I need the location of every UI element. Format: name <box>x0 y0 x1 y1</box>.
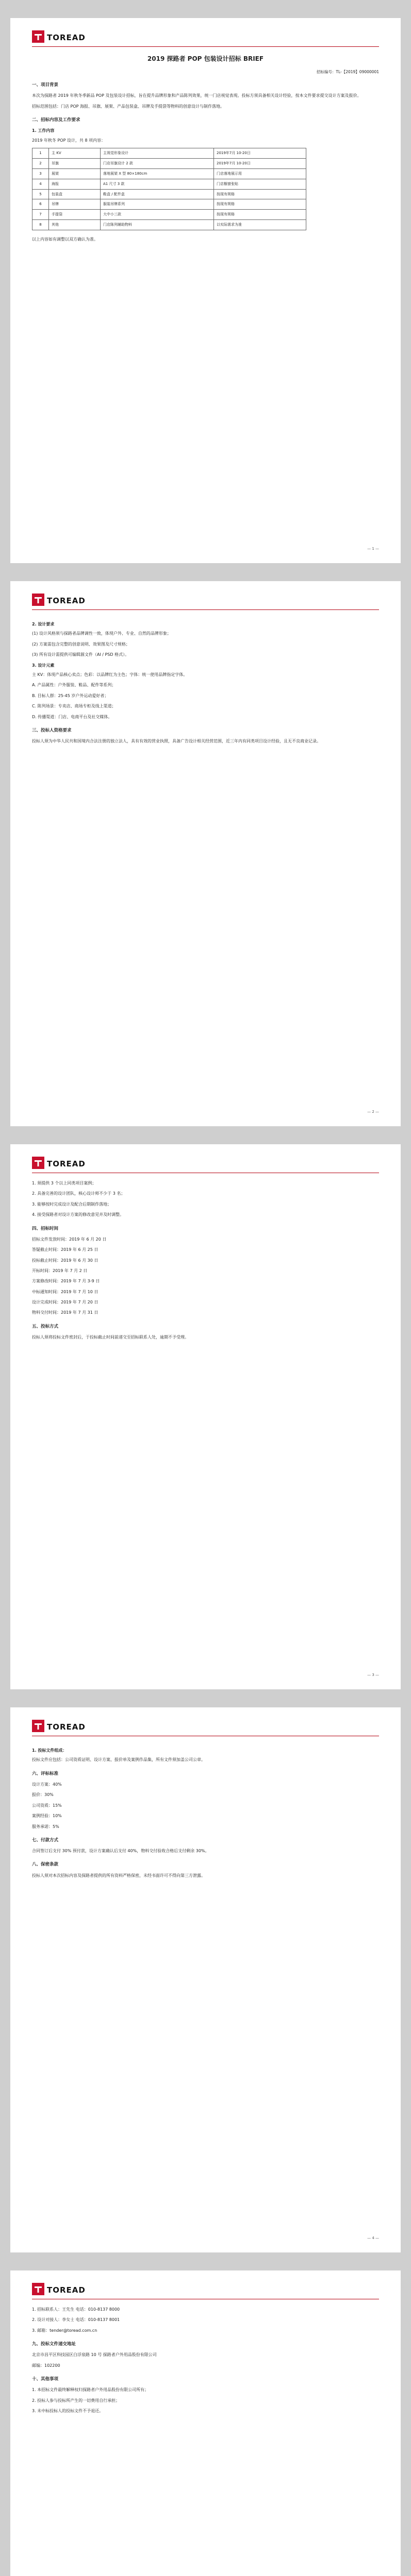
table-row <box>32 148 306 159</box>
paragraph: 投标人须对本次招标内容及探路者提供的所有资料严格保密，未经书面许可不得向第三方泄露。 <box>32 1873 205 1878</box>
section-heading: 八、保密条款 <box>32 1862 59 1868</box>
section-heading: 九、投标文件递交地址 <box>32 2342 76 2347</box>
table-cell: 服装吊牌系列 <box>101 199 214 210</box>
table-cell: 大中小三款 <box>101 210 214 220</box>
page-number: — 3 — <box>367 1673 379 1677</box>
section-heading: 五、投标方式 <box>32 1324 59 1329</box>
section-heading: 六、评标标准 <box>32 1771 59 1776</box>
brand-name: TOREAD <box>47 2285 86 2295</box>
address-line: 北京市昌平区科技园区白浮泉路 10 号 探路者户外用品股份有限公司 <box>32 2352 157 2358</box>
timeline-item: 招标文件发放时间：2019 年 6 月 20 日 <box>32 1236 107 1242</box>
table-cell: 包装盒 <box>49 189 101 199</box>
list-item: 服务承诺：5% <box>32 1824 59 1829</box>
section-heading: 七、付款方式 <box>32 1837 59 1843</box>
list-item: 2. 具备完善的设计团队，核心设计师不少于 3 名； <box>32 1191 125 1196</box>
toread-logo <box>32 594 94 606</box>
timeline-item: 投标截止时间：2019 年 6 月 30 日 <box>32 1258 98 1263</box>
table-row <box>32 199 306 210</box>
table-cell: 门店橱窗张贴 <box>214 179 306 189</box>
table-cell: 6 <box>32 199 49 210</box>
table-row <box>32 179 306 189</box>
table-cell: 4 <box>32 179 49 189</box>
contact-line: 1. 招标联系人：王先生 电话：010-8137 8000 <box>32 2307 120 2312</box>
toread-logo <box>32 30 94 43</box>
list-item: 设计方案：40% <box>32 1782 62 1787</box>
subheading: 2. 设计要求 <box>32 622 55 626</box>
page-header <box>32 27 379 47</box>
toread-logo <box>32 1720 94 1732</box>
list-item: 4. 接受探路者对设计方案的修改意见并及时调整。 <box>32 1212 124 1217</box>
list-item: 3. 能够按时完成设计及配合后期制作落地； <box>32 1201 112 1207</box>
doc-title: 2019 探路者 POP 包装设计招标 BRIEF <box>147 55 264 62</box>
table-cell: 5 <box>32 189 49 199</box>
table-cell: 3 <box>32 168 49 179</box>
section-heading: 十、其他事项 <box>32 2377 59 2382</box>
paragraph: 招标范围包括：门店 POP 海报、吊旗、展架、产品包装盒、吊牌及手提袋等物料的创意设计与制作落地。 <box>32 104 225 109</box>
table-row <box>32 168 306 179</box>
list-item: 公司资质：15% <box>32 1803 62 1808</box>
contact-line: 3. 邮箱：tender@toread.com.cn <box>32 2328 97 2333</box>
table-cell: 吊牌 <box>49 199 101 210</box>
timeline-item: 开标时间：2019 年 7 月 2 日 <box>32 1268 88 1273</box>
paragraph: 合同签订后支付 30% 预付款，设计方案确认后支付 40%，物料交付验收合格后支付剩余 30%。 <box>32 1849 209 1854</box>
brand-name: TOREAD <box>47 596 86 605</box>
list-item: (2) 方案需包含完整的创意说明、效果图及尺寸规格； <box>32 641 130 647</box>
brand-name: TOREAD <box>47 33 86 42</box>
section-heading: 二、招标内容及工作要求 <box>32 117 80 123</box>
timeline-item: 方案修改时间：2019 年 7 月 3-9 日 <box>32 1279 100 1284</box>
list-item: B. 目标人群：25-45 岁户外运动爱好者； <box>32 693 109 698</box>
page-header <box>32 590 379 610</box>
table-cell: 其他 <box>49 220 101 230</box>
paragraph: 投标人须将投标文件密封后，于投标截止时间前递交至招标联系人处，逾期不予受理。 <box>32 1335 189 1340</box>
table-row <box>32 189 306 199</box>
subheading: 1. 工作内容 <box>32 128 55 133</box>
paragraph: 投标人须为中华人民共和国境内合法注册的独立法人，具有有效的营业执照，具备广告设计相关经营范围，近三年内有同类项目设计经验，且无不良商业记录。 <box>32 739 321 744</box>
table-cell: 吊旗 <box>49 158 101 168</box>
brand-name: TOREAD <box>47 1722 86 1732</box>
timeline-item: 设计完成时间：2019 年 7 月 20 日 <box>32 1300 98 1305</box>
page-number: — 4 — <box>367 2236 379 2241</box>
table-cell: 门店落地展示用 <box>214 168 306 179</box>
page-number: — 1 — <box>367 547 379 551</box>
document-page <box>10 1707 401 2252</box>
table-cell: 按现有规格 <box>214 210 306 220</box>
table-row <box>32 210 306 220</box>
page-header <box>32 1717 379 1736</box>
table-cell: 按现有规格 <box>214 199 306 210</box>
list-item: 2. 投标人参与投标所产生的一切费用自行承担； <box>32 2398 120 2403</box>
tender-number: 招标编号：TL-【2019】09000001 <box>316 69 379 74</box>
table-cell: 以实际需求为准 <box>214 220 306 230</box>
section-heading: 三、投标人资格要求 <box>32 727 72 733</box>
page-number: — 2 — <box>367 1110 379 1114</box>
schedule-table <box>32 148 306 230</box>
list-item: C. 陈列场景：专卖店、商场专柜及线上渠道； <box>32 704 116 709</box>
contact-line: 2. 设计对接人：李女士 电话：010-8137 8001 <box>32 2317 120 2323</box>
table-cell: 门店吊旗设计 2 款 <box>101 158 214 168</box>
document-page <box>10 1144 401 1689</box>
table-row <box>32 220 306 230</box>
list-item: (1) 设计风格须与探路者品牌调性一致，体现户外、专业、自然的品牌形象； <box>32 631 171 636</box>
subheading: 1. 投标文件组成： <box>32 1748 67 1753</box>
page-header <box>32 2280 379 2299</box>
document-page <box>10 18 401 563</box>
toread-logo <box>32 2283 94 2295</box>
table-row <box>32 158 306 168</box>
table-cell: 按现有规格 <box>214 189 306 199</box>
paragraph: 本次为探路者 2019 年秋冬季新品 POP 及包装设计招标，旨在提升品牌形象和产品陈列效果，统一门店视觉表现。投标方须具备相关设计经验，按本文件要求提交设计方案及报价。 <box>32 93 361 98</box>
table-cell: 主视觉形象设计 <box>101 148 214 159</box>
toread-logo <box>32 1157 94 1169</box>
list-item: 1. 本招标文件最终解释权归探路者户外用品股份有限公司所有； <box>32 2387 149 2393</box>
timeline-item: 物料交付时间：2019 年 7 月 31 日 <box>32 1310 98 1315</box>
table-cell: 海报 <box>49 179 101 189</box>
list-item: 报价：30% <box>32 1792 54 1798</box>
table-cell: 2 <box>32 158 49 168</box>
table-cell: 1 <box>32 148 49 159</box>
table-cell: 8 <box>32 220 49 230</box>
address-line: 邮编：102200 <box>32 2363 60 2368</box>
table-cell: 门店陈列辅助物料 <box>101 220 214 230</box>
timeline-item: 答疑截止时间：2019 年 6 月 25 日 <box>32 1247 98 1252</box>
brand-name: TOREAD <box>47 1159 86 1168</box>
paragraph: 2019 年秋冬 POP 设计，共 8 项内容： <box>32 138 106 143</box>
table-cell: 鞋盒 / 配件盒 <box>101 189 214 199</box>
list-item: (3) 所有设计需提供可编辑源文件（AI / PSD 格式）。 <box>32 652 129 657</box>
paragraph: 以上内容如有调整以双方确认为准。 <box>32 236 98 242</box>
list-item: A. 产品属性：户外服装、鞋品、配件等系列； <box>32 683 116 688</box>
table-cell: 7 <box>32 210 49 220</box>
subheading: 3. 设计元素 <box>32 663 55 668</box>
section-heading: 一、项目背景 <box>32 82 59 88</box>
table-cell: 展架 <box>49 168 101 179</box>
timeline-item: 中标通知时间：2019 年 7 月 10 日 <box>32 1289 98 1294</box>
table-cell: 2019年7月 10-20日 <box>214 148 306 159</box>
table-cell: 落地展架 X 型 80×180cm <box>101 168 214 179</box>
table-cell: 主 KV <box>49 148 101 159</box>
table-cell: 手提袋 <box>49 210 101 220</box>
list-item: D. 传播渠道：门店、电商平台及社交媒体。 <box>32 714 112 719</box>
page-header <box>32 1154 379 1173</box>
paragraph: 投标文件应包括：公司资质证明、设计方案、报价单及案例作品集，所有文件须加盖公司公章。 <box>32 1757 205 1762</box>
document-page <box>10 2270 401 2576</box>
table-cell: 2019年7月 10-20日 <box>214 158 306 168</box>
section-heading: 四、招标时间 <box>32 1226 59 1231</box>
list-item: 案例经验：10% <box>32 1814 62 1819</box>
table-cell: A1 尺寸 3 款 <box>101 179 214 189</box>
document-page <box>10 581 401 1126</box>
list-item: 1. 须提供 3 个以上同类项目案例； <box>32 1181 96 1185</box>
list-item: 3. 未中标投标人的投标文件不予退还。 <box>32 2409 104 2414</box>
paragraph: 主 KV：体现产品核心卖点；色彩：以品牌红为主色；字体：统一使用品牌指定字体。 <box>32 672 188 677</box>
